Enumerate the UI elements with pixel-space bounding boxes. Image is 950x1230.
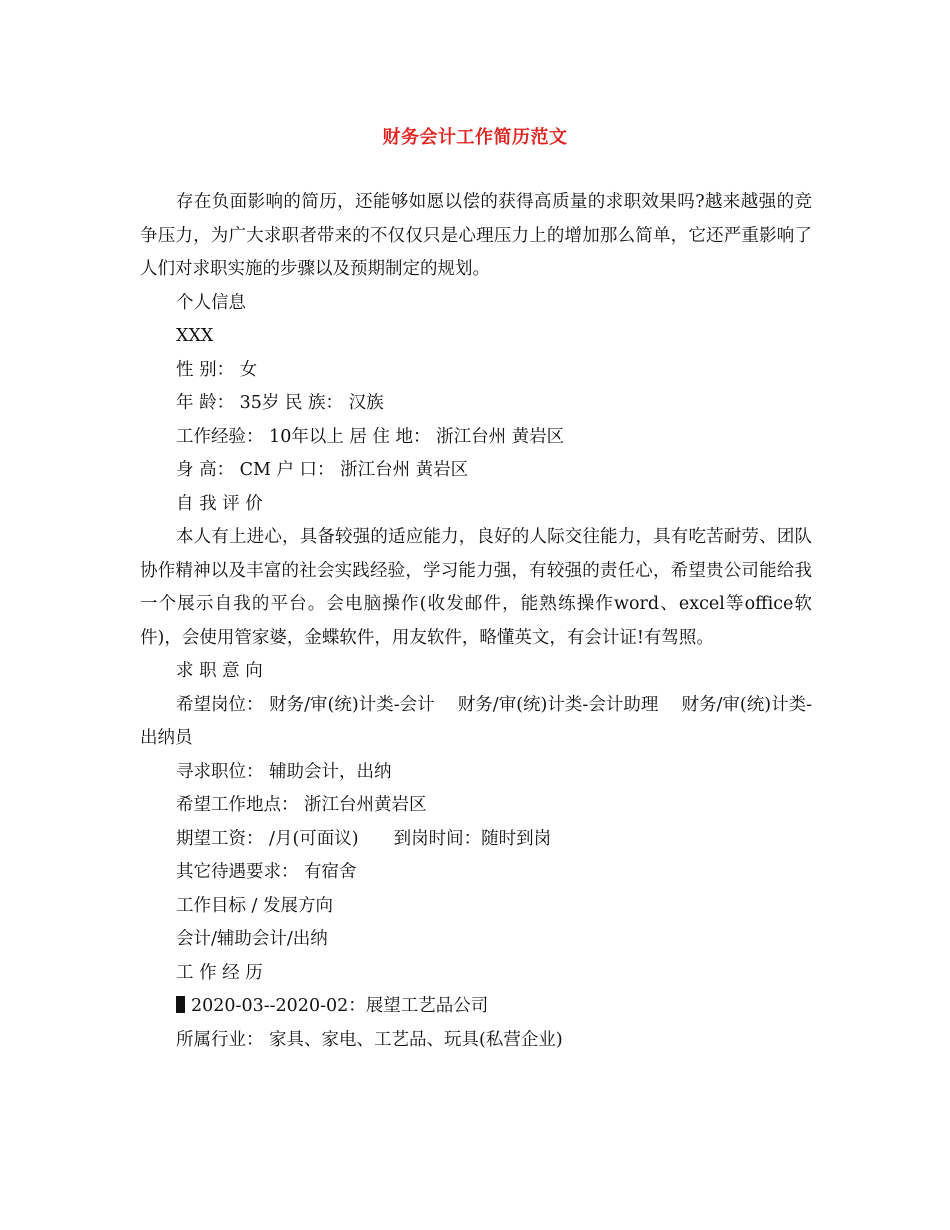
- self-eval-paragraph: 本人有上进心，具备较强的适应能力，良好的人际交往能力，具有吃苦耐劳、团队协作精神以及丰富的社会实践经验，学习能力强，有较强的责任心，希望贵公司能给我一个展示自我的平台。会电脑操作(收发邮件，能熟练操作word、excel等office软件)，会使用管家婆，金蝶软件，用友软件，略懂英文，有会计证!有驾照。: [140, 527, 812, 648]
- job-period-text: 2020-03--2020-02：展望工艺品公司: [191, 996, 489, 1016]
- height-line: 身 高： CM 户 口： 浙江台州 黄岩区: [176, 460, 469, 480]
- personal-info-heading: 个人信息: [176, 292, 246, 313]
- work-history-heading: 工 作 经 历: [176, 962, 263, 983]
- other-requirements-line: 其它待遇要求： 有宿舍: [176, 862, 357, 882]
- desired-location-line: 希望工作地点： 浙江台州黄岩区: [176, 795, 427, 815]
- bullet-bar-icon: [176, 996, 185, 1013]
- gender-line: 性 别： 女: [176, 359, 258, 380]
- document-body: [140, 186, 812, 1057]
- document-title: 财务会计工作简历范文: [382, 127, 568, 148]
- goal-line: 会计/辅助会计/出纳: [176, 929, 328, 949]
- industry-line: 所属行业： 家具、家电、工艺品、玩具(私营企业): [176, 1029, 563, 1050]
- job-period-line: [140, 990, 812, 1024]
- goal-heading: 工作目标 / 发展方向: [176, 895, 334, 916]
- experience-line: 工作经验： 10年以上 居 住 地： 浙江台州 黄岩区: [176, 426, 565, 447]
- job-intent-heading: 求 职 意 向: [176, 661, 263, 681]
- name-line: XXX: [176, 326, 214, 346]
- age-line: 年 龄： 35岁 民 族： 汉族: [176, 393, 384, 413]
- sought-position-line: 寻求职位： 辅助会计，出纳: [176, 761, 392, 782]
- desired-position-line: 希望岗位： 财务/审(统)计类-会计 财务/审(统)计类-会计助理 财务/审(统)计类-出纳员: [140, 694, 812, 748]
- self-eval-heading: 自 我 评 价: [176, 493, 263, 514]
- expected-salary-line: 期望工资： /月(可面议) 到岗时间：随时到岗: [176, 828, 552, 849]
- intro-paragraph: 存在负面影响的简历，还能够如愿以偿的获得高质量的求职效果吗?越来越强的竞争压力，为广大求职者带来的不仅仅只是心理压力上的增加那么简单，它还严重影响了人们对求职实施的步骤以及预期制定的规划。: [140, 192, 812, 279]
